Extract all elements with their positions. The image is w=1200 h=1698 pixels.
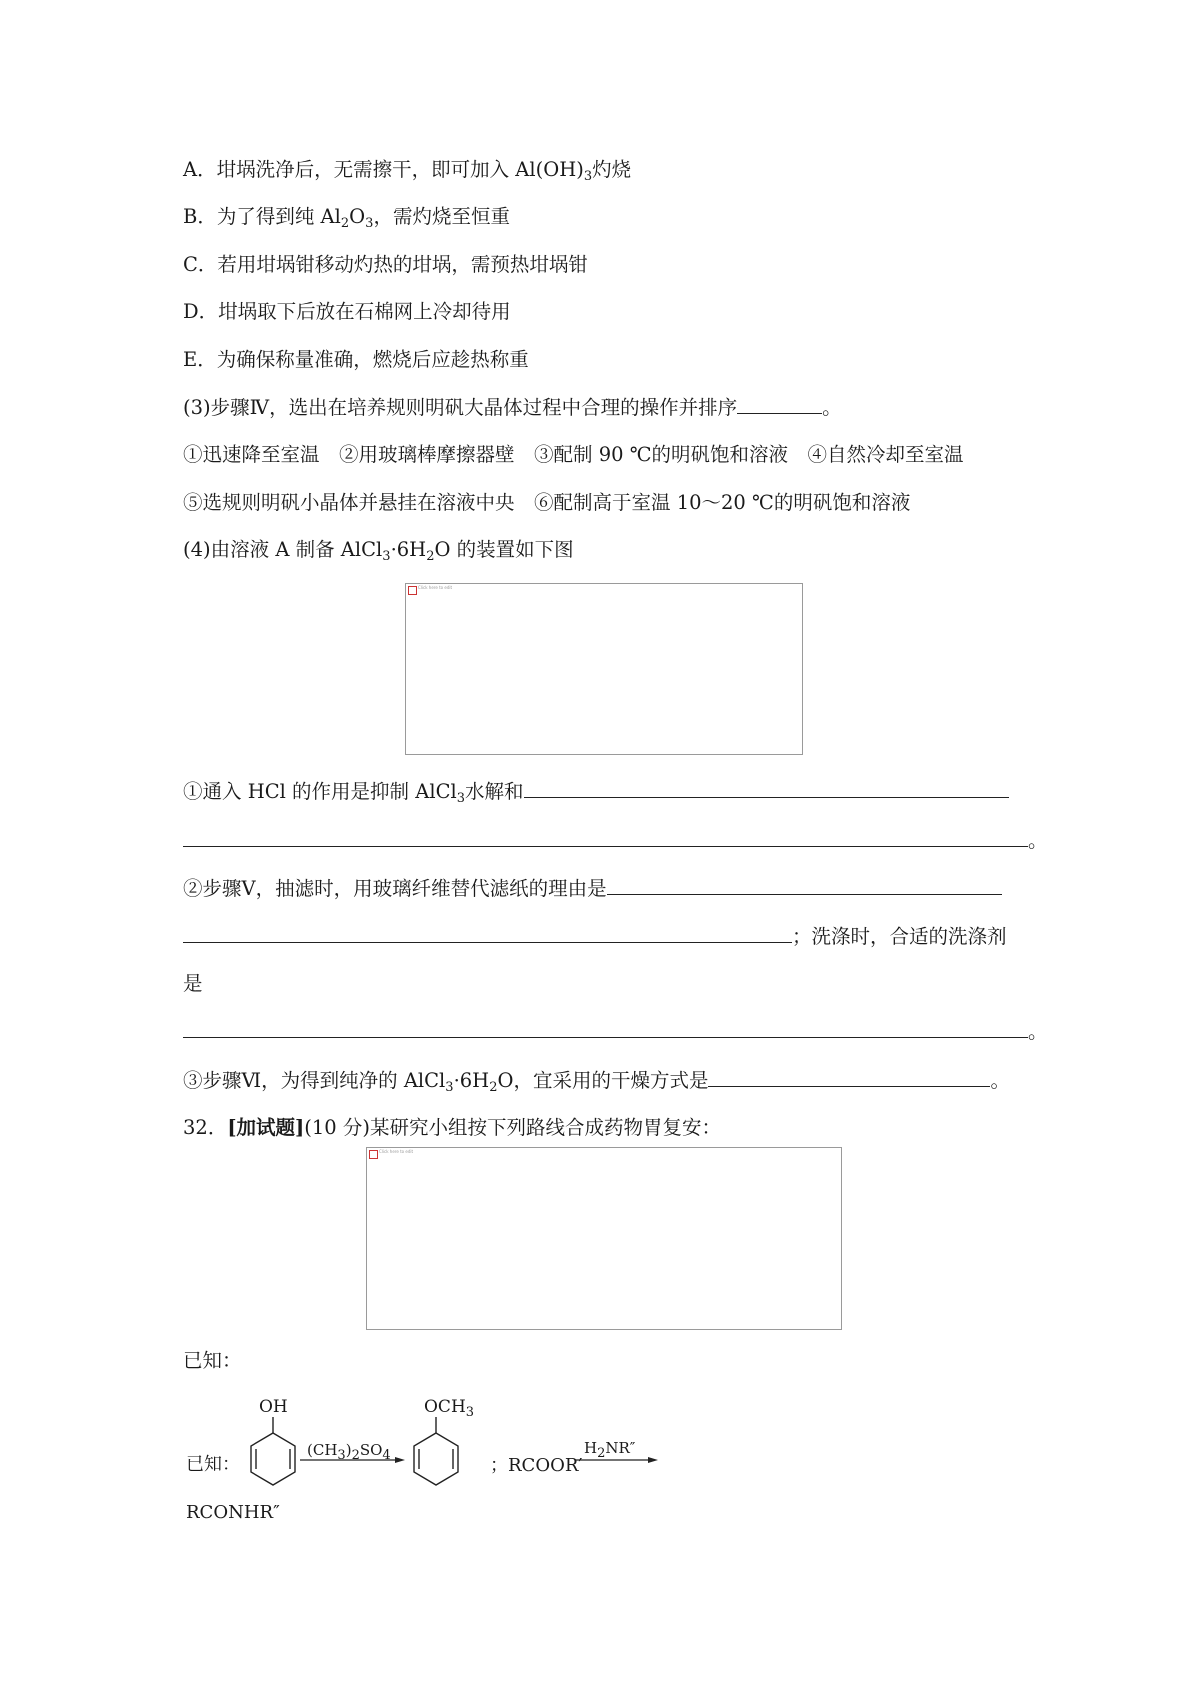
q4-prompt: (4)由溶液 A 制备 $AlCl_3\cdot 6H_2O$ 的装置如下图 [183, 538, 574, 564]
option-label: E． [183, 348, 217, 371]
reagent-amine: $H_2NR''$ [584, 1439, 636, 1461]
question-text: (10 分)某研究小组按下列路线合成药物胃复安： [304, 1116, 722, 1139]
answer-blank[interactable] [183, 1019, 1028, 1038]
option-b: B．为了得到纯 $Al_2O_3$，需灼烧至恒重 [183, 205, 510, 231]
question-number: 32． [183, 1116, 228, 1139]
broken-image-icon [369, 1150, 378, 1159]
answer-blank[interactable] [524, 779, 1009, 798]
reaction-arrow-1-head [395, 1457, 405, 1463]
label-och3: $OCH_3$ [424, 1397, 475, 1420]
option-text: 为确保称量准确，燃烧后应趁热称重 [216, 348, 529, 371]
q4-sub2-cont3: 。 [183, 1019, 1048, 1045]
option-text: 为了得到纯 Al [216, 205, 341, 228]
option-label: B． [183, 205, 217, 228]
q3-prompt: (3)步骤Ⅳ，选出在培养规则明矾大晶体过程中合理的操作并排序 。 [183, 396, 842, 419]
option-text: 坩埚取下后放在石棉网上冷却待用 [218, 300, 511, 323]
broken-image-icon [408, 586, 417, 595]
q3-choices-1: ①迅速降至室温 ②用玻璃棒摩擦器壁 ③配制 90 ℃的明矾饱和溶液 ④自然冷却至室温 [183, 443, 964, 466]
reaction-ester: ；RCOOR′ [490, 1455, 583, 1476]
q4-sub2-cont2: 是 [183, 972, 203, 995]
q4-sub2-cont: ；洗涤时，合适的洗涤剂 [183, 924, 1007, 950]
option-label: D． [183, 300, 219, 323]
answer-blank[interactable] [183, 828, 1028, 847]
option-a: A．坩埚洗净后，无需擦干，即可加入 $Al(OH)_3$灼烧 [183, 158, 632, 184]
option-label: C． [183, 253, 218, 276]
apparatus-figure-placeholder [405, 583, 803, 755]
figure-caption: Click here to edit [379, 1149, 414, 1154]
figure-caption: Click here to edit [418, 585, 453, 590]
q4-sub1: ①通入 HCl 的作用是抑制 AlCl$_3$水解和 [183, 779, 1009, 805]
answer-blank[interactable] [607, 876, 1002, 895]
reaction-product: RCONHR″ [186, 1502, 280, 1523]
option-label: A． [183, 158, 217, 181]
known-heading: 已知： [183, 1349, 242, 1372]
option-e [183, 347, 529, 373]
option-text: 若用坩埚钳移动灼热的坩埚，需预热坩埚钳 [217, 253, 588, 276]
option-text: 坩埚洗净后，无需擦干，即可加入 Al(OH) [216, 158, 584, 181]
answer-blank[interactable] [183, 924, 792, 943]
option-d [183, 299, 511, 325]
q3-choices-2: ⑤选规则明矾小晶体并悬挂在溶液中央 ⑥配制高于室温 10～20 ℃的明矾饱和溶液 [183, 491, 911, 514]
question-tag: [加试题] [227, 1116, 305, 1139]
phenol-ring [251, 1417, 295, 1485]
q32-heading [183, 1115, 721, 1141]
answer-blank[interactable] [737, 395, 822, 414]
q4-sub2: ②步骤Ⅴ，抽滤时，用玻璃纤维替代滤纸的理由是 [183, 876, 1002, 902]
q4-sub1-cont: 。 [183, 828, 1048, 854]
reagent-dimethyl-sulfate: $(CH_3)_2SO_4$ [307, 1441, 391, 1463]
option-c [183, 252, 588, 278]
reaction-known-label: 已知： [186, 1454, 240, 1475]
anisole-ring [414, 1417, 458, 1485]
synthesis-route-placeholder [366, 1147, 842, 1330]
answer-blank[interactable] [708, 1068, 990, 1087]
q4-sub3: ③步骤Ⅵ，为得到纯净的 $AlCl_3\cdot 6H_2O$，宜采用的干燥方式是 。 [183, 1069, 1010, 1095]
reaction-arrow-2-head [648, 1457, 658, 1463]
label-oh: OH [259, 1397, 288, 1417]
